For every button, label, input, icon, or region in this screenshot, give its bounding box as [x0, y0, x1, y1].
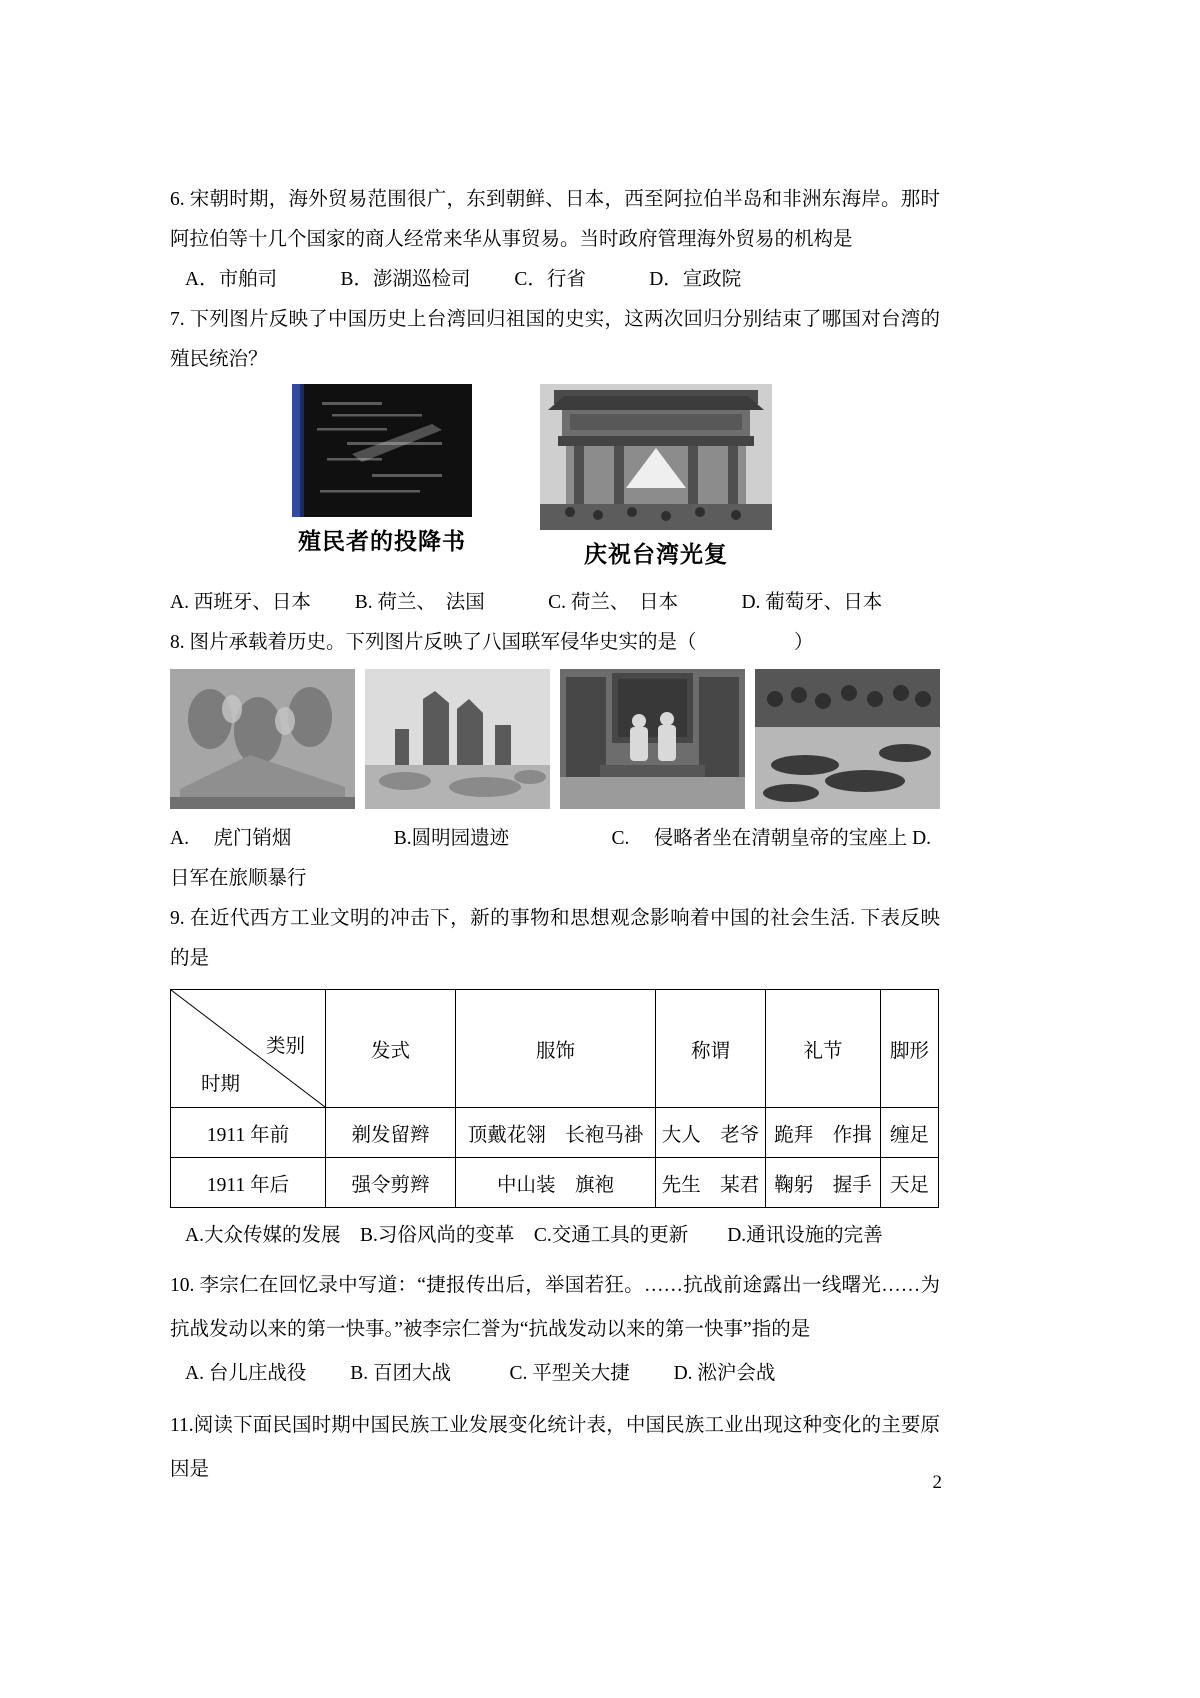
question-8-options-line1: A. 虎门销烟 B.圆明园遗迹 C. 侵略者坐在清朝皇帝的宝座上 D. — [170, 828, 932, 849]
table-header-feet: 脚形 — [881, 990, 939, 1108]
table-header-address: 称谓 — [656, 990, 766, 1108]
corner-label-category: 类别 — [265, 1036, 305, 1057]
table-cell: 缠足 — [881, 1108, 939, 1158]
question-6-options: A．市舶司 B．澎湖巡检司 C．行省 D．宣政院 — [185, 269, 742, 290]
table-row-after-1911 — [171, 1158, 939, 1208]
table-cell: 大人 老爷 — [656, 1108, 766, 1158]
table-corner-cell — [171, 990, 326, 1108]
invaders-on-imperial-throne-image — [560, 669, 745, 809]
table-cell: 强令剪辫 — [326, 1158, 456, 1208]
table-cell: 先生 某君 — [656, 1158, 766, 1208]
question-11-text: 11.阅读下面民国时期中国民族工业发展变化统计表，中国民族工业出现这种变化的主要原因是 — [170, 1415, 940, 1480]
question-8-options-line2: 日军在旅顺暴行 — [170, 868, 307, 889]
question-7-options: A. 西班牙、日本 B. 荷兰、 法国 C. 荷兰、 日本 D. 葡萄牙、日本 — [170, 592, 883, 613]
table-header-clothing: 服饰 — [456, 990, 656, 1108]
table-cell: 跪拜 作揖 — [766, 1108, 881, 1158]
taiwan-celebration-image — [540, 384, 772, 530]
table-cell: 鞠躬 握手 — [766, 1158, 881, 1208]
question-8-text: 8. 图片承载着历史。下列图片反映了八国联军侵华史实的是（ ） — [170, 632, 814, 653]
question-8-figures — [170, 669, 940, 809]
question-9-text: 9. 在近代西方工业文明的冲击下，新的事物和思想观念影响着中国的社会生活. 下表反映的是 — [170, 908, 940, 969]
yuanmingyuan-ruins-image — [365, 669, 550, 809]
question-10-text: 10. 李宗仁在回忆录中写道：“捷报传出后，举国若狂。……抗战前途露出一线曙光……为抗战发动以来的第一快事。”被李宗仁誉为“抗战发动以来的第一快事”指的是 — [170, 1275, 940, 1340]
table-cell-period: 1911 年后 — [171, 1158, 326, 1208]
surrender-document-caption: 殖民者的投降书 — [298, 529, 466, 554]
corner-label-period: 时期 — [201, 1074, 241, 1095]
exam-page-content — [170, 180, 940, 1492]
question-10-options: A. 台儿庄战役 B. 百团大战 C. 平型关大捷 D. 淞沪会战 — [185, 1363, 776, 1384]
taiwan-celebration-caption: 庆祝台湾光复 — [584, 542, 728, 567]
question-7-figures — [170, 384, 940, 569]
figure-taiwan-celebration — [540, 384, 772, 569]
table-header-etiquette: 礼节 — [766, 990, 881, 1108]
table-cell-period: 1911 年前 — [171, 1108, 326, 1158]
table-cell: 顶戴花翎 长袍马褂 — [456, 1108, 656, 1158]
page-number: 2 — [932, 1472, 942, 1493]
figure-surrender-document — [292, 384, 472, 556]
question-6-text: 6. 宋朝时期，海外贸易范围很广，东到朝鲜、日本，西至阿拉伯半岛和非洲东海岸。那时阿拉伯等十几个国家的商人经常来华从事贸易。当时政府管理海外贸易的机构是 — [170, 189, 940, 250]
table-cell: 中山装 旗袍 — [456, 1158, 656, 1208]
table-cell: 剃发留辫 — [326, 1108, 456, 1158]
table-row-before-1911 — [171, 1108, 939, 1158]
question-7-text: 7. 下列图片反映了中国历史上台湾回归祖国的史实，这两次回归分别结束了哪国对台湾的殖民统治？ — [170, 309, 940, 370]
lushun-massacre-image — [755, 669, 940, 809]
question-9-options: A.大众传媒的发展 B.习俗风尚的变革 C.交通工具的更新 D.通讯设施的完善 — [185, 1225, 883, 1246]
table-cell: 天足 — [881, 1158, 939, 1208]
humen-opium-destruction-relief-image — [170, 669, 355, 809]
table-header-hairstyle: 发式 — [326, 990, 456, 1108]
social-customs-table — [170, 989, 939, 1208]
surrender-document-image — [292, 384, 472, 517]
